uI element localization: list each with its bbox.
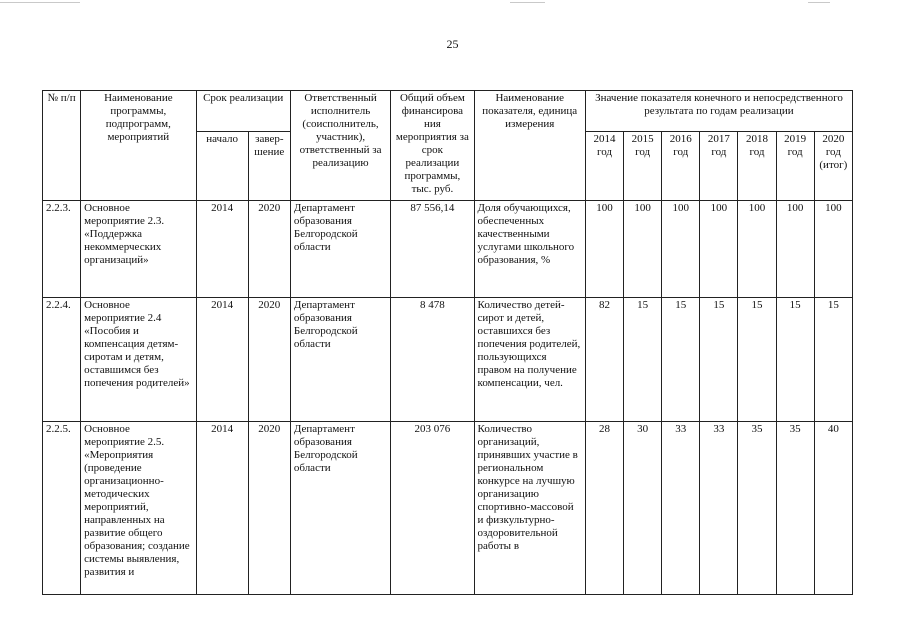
row-executor: Департамент образования Белгородской области [290, 422, 390, 595]
table-row [43, 298, 853, 422]
table-row [43, 201, 853, 298]
row-value: 33 [700, 422, 738, 595]
row-value: 15 [624, 298, 662, 422]
row-funding: 203 076 [391, 422, 474, 595]
header-indicator: Наименование показателя, единица измерения [474, 91, 585, 201]
top-edge-line [0, 2, 80, 3]
program-table [42, 90, 853, 595]
row-value: 100 [662, 201, 700, 298]
row-value: 30 [624, 422, 662, 595]
table-row [43, 422, 853, 595]
row-value: 35 [738, 422, 776, 595]
row-name: Основное мероприятие 2.3. «Поддержка некоммерческих организаций» [81, 201, 196, 298]
row-indicator: Количество организаций, принявших участие в региональном конкурсе на лучшую организацию спортивно-массовой и физкультурно-оздоровительной работы в [474, 422, 585, 595]
page-number: 25 [446, 37, 459, 51]
header-end: завер-шение [248, 132, 290, 201]
header-num: № п/п [43, 91, 81, 201]
row-value: 15 [738, 298, 776, 422]
row-executor: Департамент образования Белгородской области [290, 201, 390, 298]
row-value: 100 [700, 201, 738, 298]
row-value: 15 [700, 298, 738, 422]
top-edge-line [808, 2, 830, 3]
header-year: 2018 год [738, 132, 776, 201]
header-name: Наименование программы, подпрограмм, мероприятий [81, 91, 196, 201]
row-value: 15 [776, 298, 814, 422]
row-indicator: Доля обучающихся, обеспеченных качественными услугами школьного образования, % [474, 201, 585, 298]
row-funding: 87 556,14 [391, 201, 474, 298]
header-year: 2020 год (итог) [814, 132, 852, 201]
header-row [43, 91, 853, 132]
row-end: 2020 [248, 422, 290, 595]
row-start: 2014 [196, 422, 248, 595]
header-executor: Ответственный исполнитель (соисполнитель, участник), ответственный за реализацию [290, 91, 390, 201]
top-edge-line [510, 2, 545, 3]
header-year: 2017 год [700, 132, 738, 201]
header-year: 2015 год [624, 132, 662, 201]
row-end: 2020 [248, 201, 290, 298]
row-value: 100 [776, 201, 814, 298]
row-value: 82 [585, 298, 623, 422]
row-executor: Департамент образования Белгородской области [290, 298, 390, 422]
row-name: Основное мероприятие 2.4 «Пособия и компенсация детям-сиротам и детям, оставшимся без попечения родителей» [81, 298, 196, 422]
header-year: 2019 год [776, 132, 814, 201]
row-value: 40 [814, 422, 852, 595]
row-value: 15 [814, 298, 852, 422]
row-end: 2020 [248, 298, 290, 422]
row-num: 2.2.5. [43, 422, 81, 595]
header-values-title: Значение показателя конечного и непосредственного результата по годам реализации [585, 91, 852, 132]
header-funding: Общий объем финансирова ния мероприятия за срок реализации программы, тыс. руб. [391, 91, 474, 201]
row-start: 2014 [196, 298, 248, 422]
header-year: 2016 год [662, 132, 700, 201]
row-start: 2014 [196, 201, 248, 298]
row-value: 28 [585, 422, 623, 595]
header-year: 2014 год [585, 132, 623, 201]
header-start: начало [196, 132, 248, 201]
row-value: 33 [662, 422, 700, 595]
row-value: 100 [624, 201, 662, 298]
row-name: Основное мероприятие 2.5. «Мероприятия (проведение организационно-методических мероприятий, направленных на развитие общего образования; создание системы выявления, развития и [81, 422, 196, 595]
row-funding: 8 478 [391, 298, 474, 422]
row-num: 2.2.4. [43, 298, 81, 422]
row-value: 100 [738, 201, 776, 298]
row-num: 2.2.3. [43, 201, 81, 298]
row-value: 100 [814, 201, 852, 298]
row-value: 100 [585, 201, 623, 298]
row-value: 35 [776, 422, 814, 595]
header-period: Срок реализации [196, 91, 290, 132]
row-indicator: Количество детей-сирот и детей, оставшихся без попечения родителей, пользующихся правом на получение компенсации, чел. [474, 298, 585, 422]
row-value: 15 [662, 298, 700, 422]
